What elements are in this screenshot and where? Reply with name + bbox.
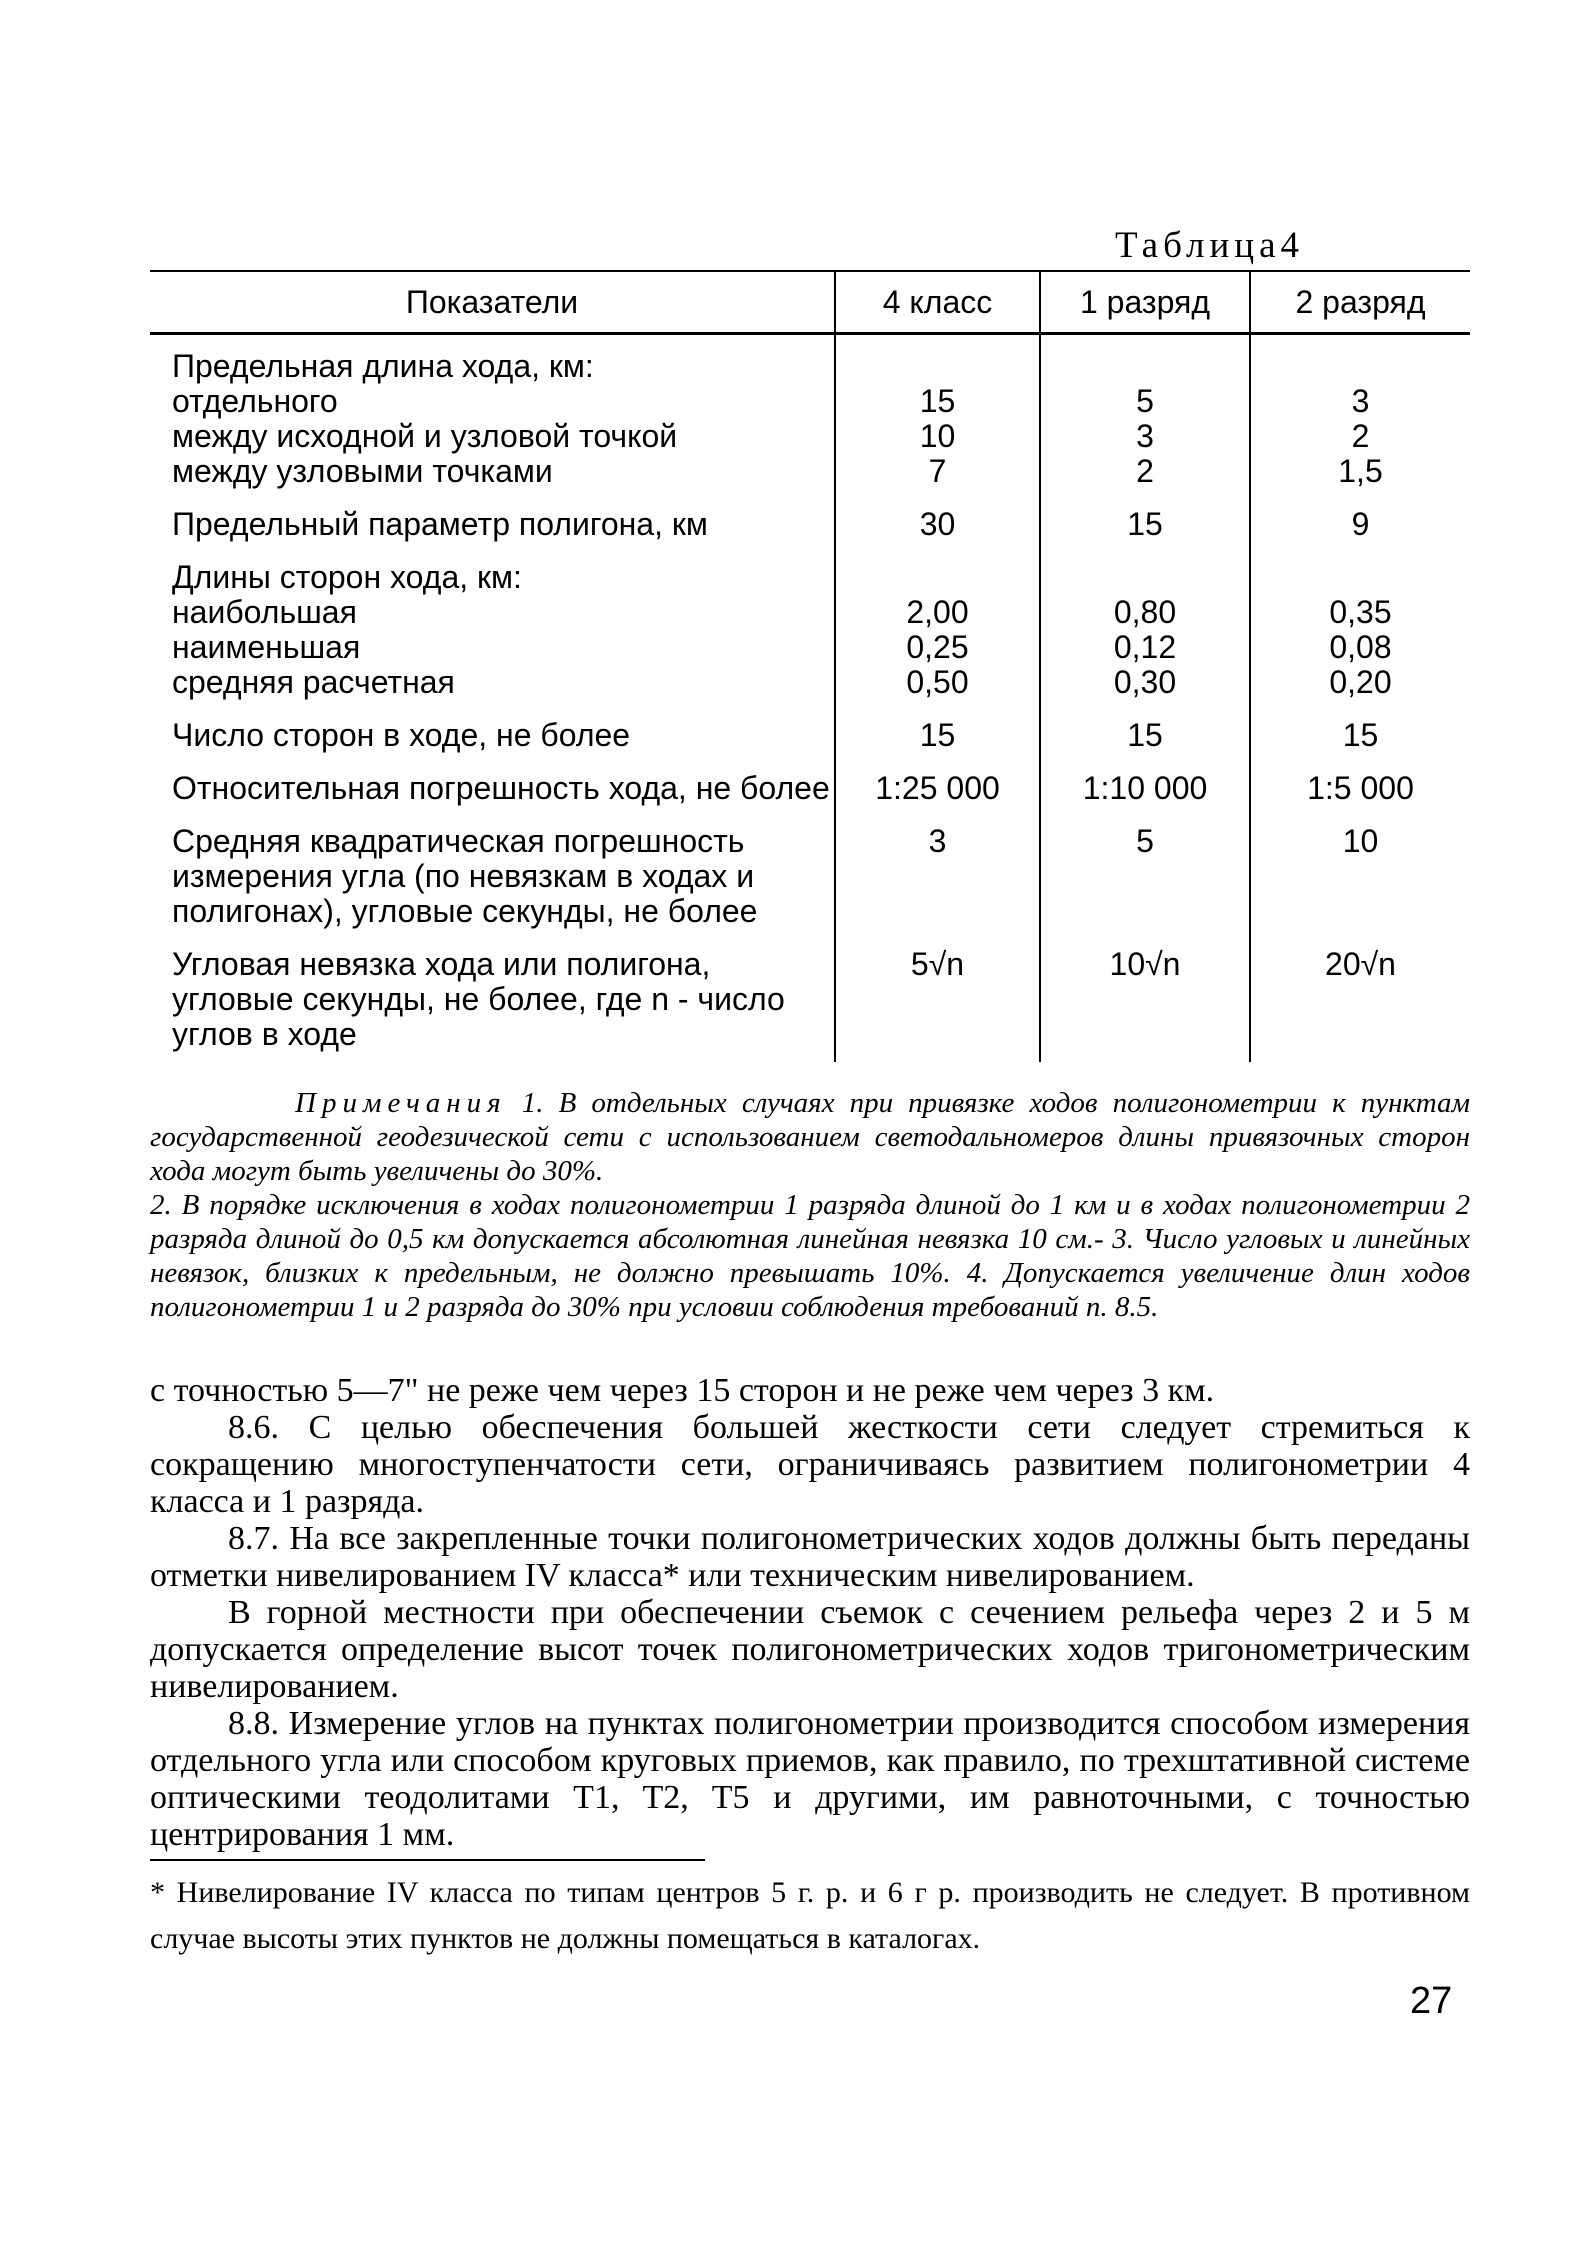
cell-value: 3 — [1136, 418, 1154, 454]
row-sublabel: средняя расчетная — [172, 664, 455, 700]
cell-value: 10 — [919, 418, 956, 454]
table-row — [150, 334, 1470, 500]
row-sublabel: между исходной и узловой точкой — [172, 418, 678, 454]
cell-value: 7 — [928, 453, 947, 489]
table-row — [150, 816, 1470, 939]
paragraph: с точностью 5—7" не реже чем через 15 сторон и не реже чем через 3 км. — [150, 1372, 1215, 1409]
row-label-heading: Длины сторон хода, км: — [172, 559, 522, 595]
note-1-text: 1. В отдельных случаях при привязке ходов полигонометрии к пунктам государственной геодезической сети с использованием светодальномеров длины привязочных сторон хода могут быть увеличены до 30%. — [150, 1087, 1471, 1187]
cell-rank-2: 10 — [1250, 816, 1470, 939]
cell-rank-1 — [1040, 334, 1250, 500]
cell-class-4: 30 — [835, 499, 1040, 552]
cell-value: 1,5 — [1338, 453, 1383, 489]
cell-class-4: 3 — [835, 816, 1040, 939]
header-rank-2: 2 разряд — [1250, 271, 1470, 334]
cell-class-4: 15 — [835, 710, 1040, 763]
cell-value: 2 — [1351, 418, 1370, 454]
cell-rank-2: 9 — [1250, 499, 1470, 552]
footnote — [150, 1870, 1470, 1962]
row-label-heading: Предельная длина хода, км: — [172, 348, 594, 384]
row-label — [150, 552, 835, 710]
cell-value: 0,12 — [1113, 629, 1177, 665]
cell-rank-2: 15 — [1250, 710, 1470, 763]
table-row — [150, 939, 1470, 1062]
cell-class-4: 1:25 000 — [835, 763, 1040, 816]
cell-rank-2: 20√n — [1250, 939, 1470, 1062]
cell-rank-1: 15 — [1040, 499, 1250, 552]
cell-value: 0,35 — [1329, 594, 1392, 630]
paragraph: В горной местности при обеспечении съемок с сечением рельефа через 2 и 5 м допускается определение высот точек полигонометрических ходов тригонометрическим нивелированием. — [150, 1594, 1470, 1705]
cell-rank-1: 1:10 000 — [1040, 763, 1250, 816]
parameters-table — [150, 270, 1470, 1062]
cell-value: 0,20 — [1329, 664, 1392, 700]
cell-rank-2 — [1250, 552, 1470, 710]
table-row — [150, 552, 1470, 710]
page-number: 27 — [1410, 1980, 1453, 2022]
cell-rank-1: 10√n — [1040, 939, 1250, 1062]
row-sublabel: наименьшая — [172, 629, 361, 665]
footnote-divider — [150, 1859, 705, 1861]
row-label: Средняя квадратическая погрешность измерения угла (по невязкам в ходах и полигонах), угловые секунды, не более — [172, 823, 758, 929]
row-label: Число сторон в ходе, не более — [172, 717, 631, 753]
table-header-row — [150, 271, 1470, 334]
cell-rank-2 — [1250, 334, 1470, 500]
cell-value: 0,80 — [1113, 594, 1177, 630]
cell-value: 3 — [1351, 383, 1370, 419]
body-text — [150, 1372, 1470, 1853]
header-class-4: 4 класс — [835, 271, 1040, 334]
cell-value: 0,50 — [906, 664, 969, 700]
cell-class-4: 5√n — [835, 939, 1040, 1062]
paragraph-8-6: 8.6. С целью обеспечения большей жесткости сети следует стремиться к сокращению многоступенчатости сети, ограничиваясь развитием полигонометрии 4 класса и 1 разряда. — [150, 1409, 1470, 1520]
cell-value: 15 — [919, 383, 956, 419]
cell-class-4 — [835, 552, 1040, 710]
row-label — [150, 334, 835, 500]
note-1 — [150, 1086, 1470, 1188]
cell-rank-1 — [1040, 552, 1250, 710]
cell-rank-1: 5 — [1040, 816, 1250, 939]
cell-rank-1: 15 — [1040, 710, 1250, 763]
note-2: 2. В порядке исключения в ходах полигонометрии 1 разряда длиной до 1 км и в ходах полигонометрии 2 разряда длиной до 0,5 км допускается абсолютная линейная невязка 10 см.- 3. Число угловых и линейных невязок, близких к предельным, не должно превышать 10%. 4. Допускается увеличение длин ходов полигонометрии 1 и 2 разряда до 30% при условии соблюдения требований п. 8.5. — [150, 1189, 1470, 1323]
paragraph-8-8: 8.8. Измерение углов на пунктах полигонометрии производится способом измерения отдельного угла или способом круговых приемов, как правило, по трехштативной системе оптическими теодолитами T1, T2, T5 и другими, им равноточными, с точностью центрирования 1 мм. — [150, 1705, 1470, 1853]
row-sublabel: между узловыми точками — [172, 453, 553, 489]
row-label: Угловая невязка хода или полигона, угловые секунды, не более, где n - число углов в ходе — [172, 946, 785, 1052]
cell-value: 5 — [1136, 383, 1154, 419]
cell-value: 0,30 — [1113, 664, 1177, 700]
paragraph-8-7: 8.7. На все закрепленные точки полигонометрических ходов должны быть переданы отметки нивелированием IV класса* или техническим нивелированием. — [150, 1520, 1470, 1594]
row-label: Предельный параметр полигона, км — [172, 506, 708, 542]
header-indicators: Показатели — [150, 271, 835, 334]
footnote-text: * Нивелирование IV класса по типам центров 5 г. р. и 6 г р. производить не следует. В противном случае высоты этих пунктов не должны помещаться в каталогах. — [150, 1876, 1470, 1955]
row-label: Относительная погрешность хода, не более — [172, 770, 830, 806]
cell-value: 0,25 — [906, 629, 969, 665]
row-sublabel: наибольшая — [172, 594, 357, 630]
table-notes — [150, 1086, 1470, 1324]
cell-value: 2,00 — [906, 594, 969, 630]
table-row — [150, 499, 1470, 552]
row-sublabel: отдельного — [172, 383, 338, 419]
notes-title: Примечания — [295, 1087, 507, 1119]
cell-class-4 — [835, 334, 1040, 500]
header-rank-1: 1 разряд — [1040, 271, 1250, 334]
cell-rank-2: 1:5 000 — [1250, 763, 1470, 816]
table-row — [150, 763, 1470, 816]
cell-value: 0,08 — [1329, 629, 1392, 665]
table-caption: Таблица4 — [1115, 225, 1304, 266]
table-row — [150, 710, 1470, 763]
cell-value: 2 — [1136, 453, 1154, 489]
